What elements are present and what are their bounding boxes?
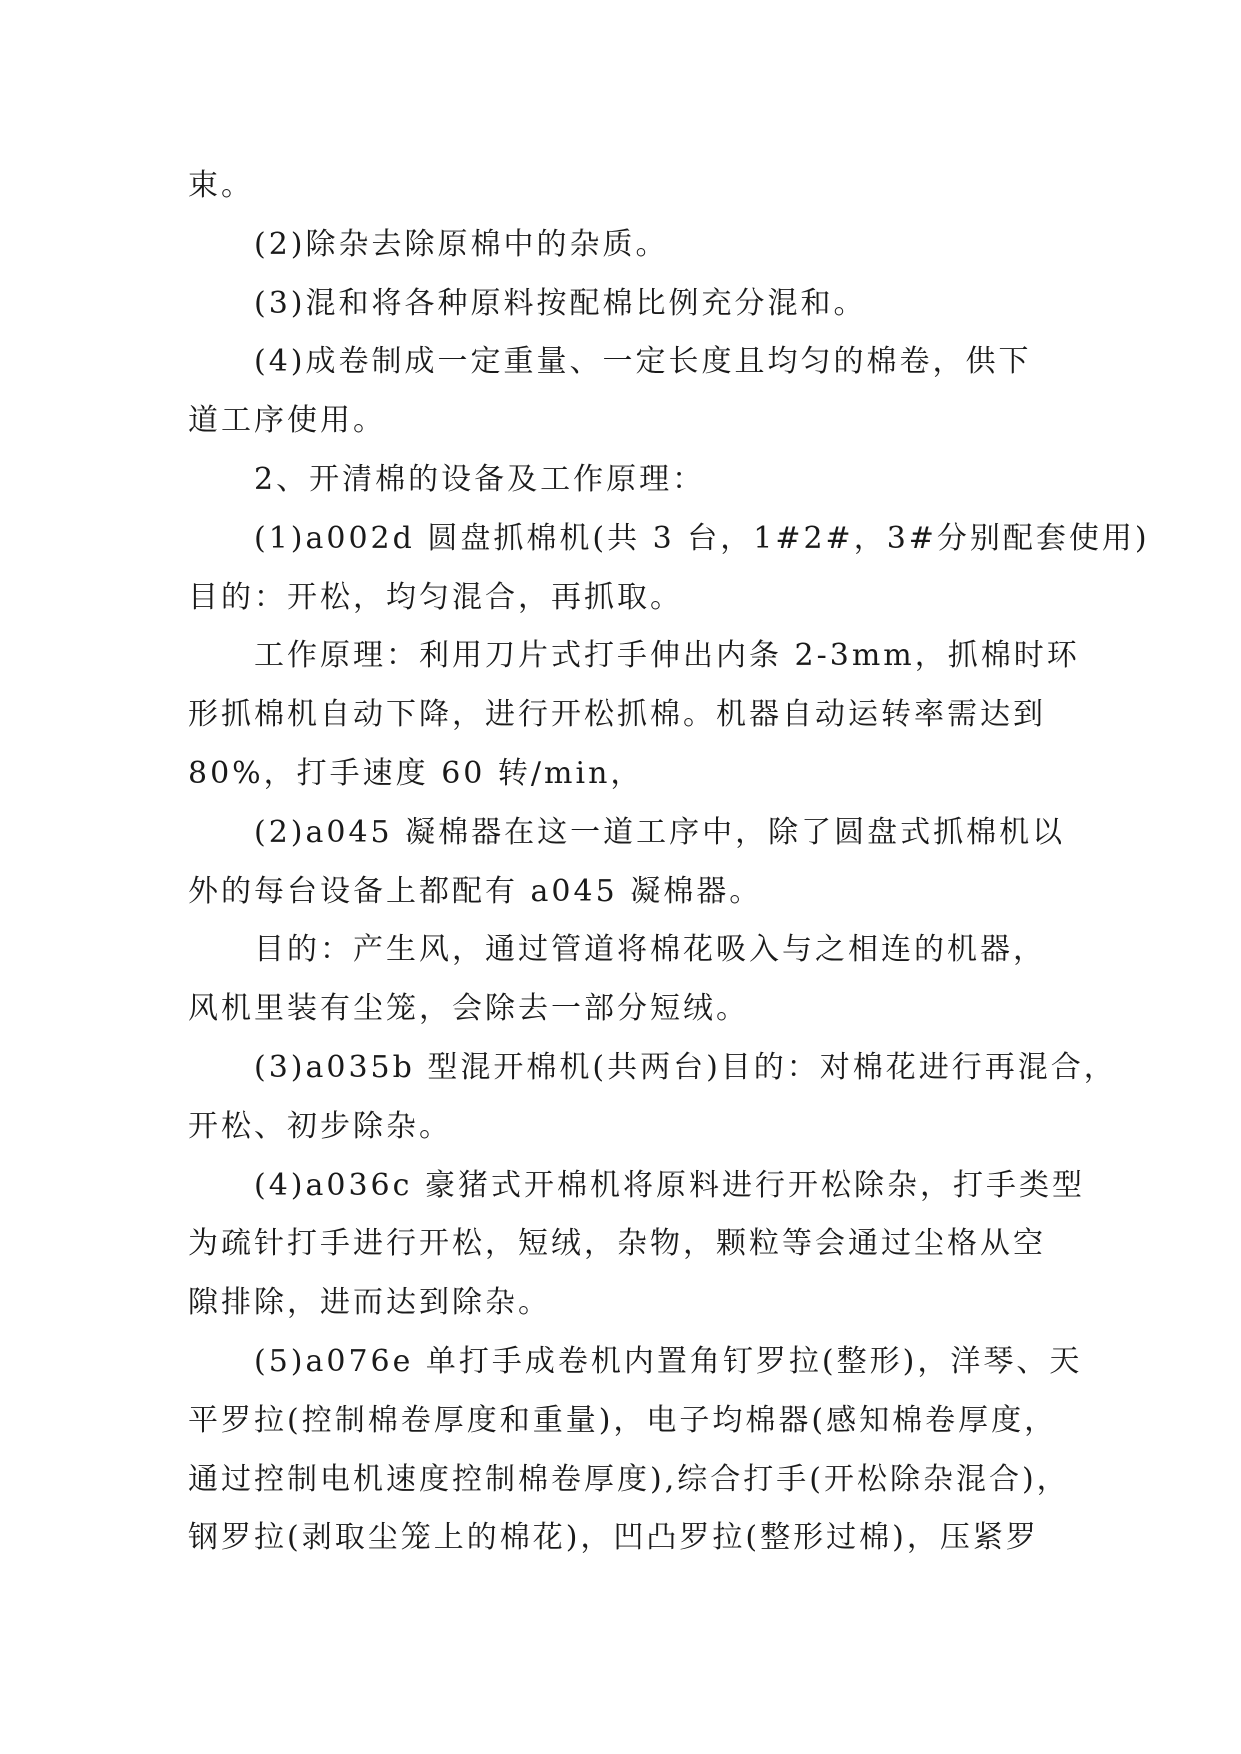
text-line: 钢罗拉(剥取尘笼上的棉花)，凹凸罗拉(整形过棉)，压紧罗: [188, 1520, 1039, 1556]
text-line: 隙排除，进而达到除杂。: [188, 1285, 551, 1321]
text-line: (3)a035b 型混开棉机(共两台)目的：对棉花进行再混合，: [254, 1049, 1117, 1085]
text-line: (1)a002d 圆盘抓棉机(共 3 台，1#2#，3#分别配套使用): [254, 520, 1150, 556]
text-line: 外的每台设备上都配有 a045 凝棉器。: [188, 873, 763, 909]
text-line: 2、开清棉的设备及工作原理：: [254, 461, 706, 497]
text-line: (5)a076e 单打手成卷机内置角钉罗拉(整形)，洋琴、天: [254, 1343, 1083, 1379]
text-line: 为疏针打手进行开松，短绒，杂物，颗粒等会通过尘格从空: [188, 1226, 1046, 1262]
text-line: 束。: [188, 168, 254, 203]
text-line: (4)a036c 豪猪式开棉机将原料进行开松除杂，打手类型: [254, 1167, 1085, 1203]
text-line: 工作原理：利用刀片式打手伸出内条 2-3mm，抓棉时环: [254, 638, 1080, 674]
text-line: 平罗拉(控制棉卷厚度和重量)，电子均棉器(感知棉卷厚度，: [188, 1402, 1058, 1438]
text-line: (2)除杂去除原棉中的杂质。: [254, 226, 669, 262]
text-line: 目的：开松，均匀混合，再抓取。: [188, 579, 683, 615]
text-line: 道工序使用。: [188, 403, 386, 439]
text-line: 风机里装有尘笼，会除去一部分短绒。: [188, 991, 749, 1027]
text-line: 通过控制电机速度控制棉卷厚度),综合打手(开松除杂混合)，: [188, 1461, 1070, 1497]
text-line: (4)成卷制成一定重量、一定长度且均匀的棉卷，供下: [254, 344, 1032, 380]
document-body: [188, 157, 1150, 1568]
text-line: 目的：产生风，通过管道将棉花吸入与之相连的机器，: [254, 932, 1046, 968]
text-line: 80%，打手速度 60 转/min，: [188, 755, 644, 791]
text-line: 开松、初步除杂。: [188, 1108, 452, 1144]
text-line: 形抓棉机自动下降，进行开松抓棉。机器自动运转率需达到: [188, 697, 1046, 733]
text-line: (3)混和将各种原料按配棉比例充分混和。: [254, 285, 867, 321]
text-line: (2)a045 凝棉器在这一道工序中，除了圆盘式抓棉机以: [254, 814, 1066, 850]
